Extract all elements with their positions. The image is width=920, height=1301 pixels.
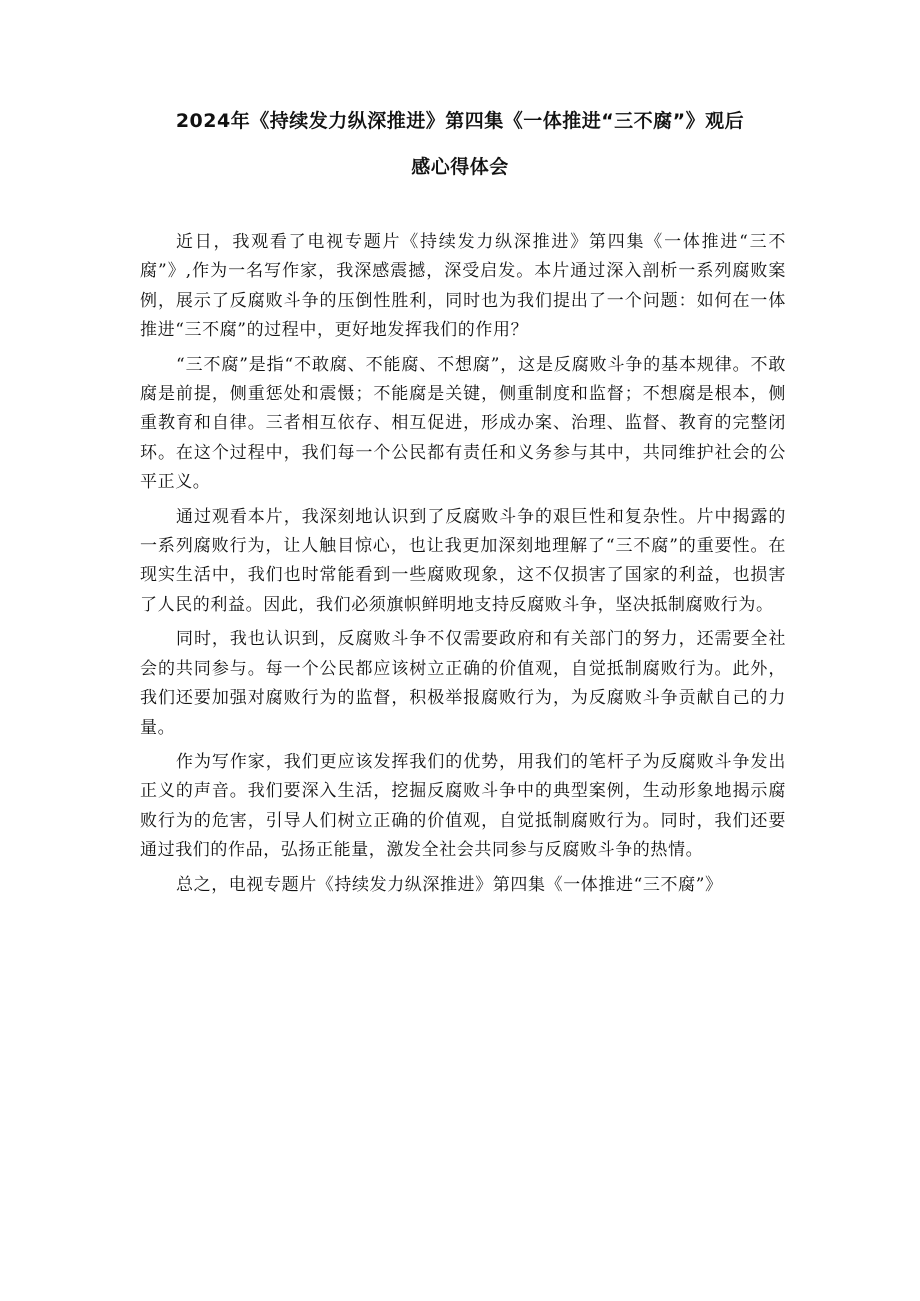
paragraph-1: 近日，我观看了电视专题片《持续发力纵深推进》第四集《一体推进“三不腐”》,作为一名写作家，我深感震撼，深受启发。本片通过深入剖析一系列腐败案例，展示了反腐败斗争的压倒性胜利，同时也为我们提出了一个问题：如何在一体推进“三不腐”的过程中，更好地发挥我们的作用？ <box>140 232 786 341</box>
document-title-line-1: 2024年《持续发力纵深推进》第四集《一体推进“三不腐”》观后 <box>175 110 745 132</box>
paragraph-2: “三不腐”是指“不敢腐、不能腐、不想腐”，这是反腐败斗争的基本规律。不敢腐是前提，侧重惩处和震慑；不能腐是关键，侧重制度和监督；不想腐是根本，侧重教育和自律。三者相互依存、相互促进，形成办案、治理、监督、教育的完整闭环。在这个过程中，我们每一个公民都有责任和义务参与其中，共同维护社会的公平正义。 <box>140 354 786 493</box>
document-body <box>140 228 786 900</box>
paragraph-6: 总之，电视专题片《持续发力纵深推进》第四集《一体推进“三不腐”》 <box>176 874 723 895</box>
paragraph-3: 通过观看本片，我深刻地认识到了反腐败斗争的艰巨性和复杂性。片中揭露的一系列腐败行为，让人触目惊心，也让我更加深刻地理解了“三不腐”的重要性。在现实生活中，我们也时常能看到一些腐败现象，这不仅损害了国家的利益，也损害了人民的利益。因此，我们必须旗帜鲜明地支持反腐败斗争，坚决抵制腐败行为。 <box>140 506 786 615</box>
document-title-line-2: 感心得体会 <box>411 156 509 178</box>
paragraph-5: 作为写作家，我们更应该发挥我们的优势，用我们的笔杆子为反腐败斗争发出正义的声音。我们要深入生活，挖掘反腐败斗争中的典型案例，生动形象地揭示腐败行为的危害，引导人们树立正确的价值观，自觉抵制腐败行为。同时，我们还要通过我们的作品，弘扬正能量，激发全社会共同参与反腐败斗争的热情。 <box>140 751 786 861</box>
paragraph-4: 同时，我也认识到，反腐败斗争不仅需要政府和有关部门的努力，还需要全社会的共同参与。每一个公民都应该树立正确的价值观，自觉抵制腐败行为。此外，我们还要加强对腐败行为的监督，积极举报腐败行为，为反腐败斗争贡献自己的力量。 <box>140 629 786 738</box>
